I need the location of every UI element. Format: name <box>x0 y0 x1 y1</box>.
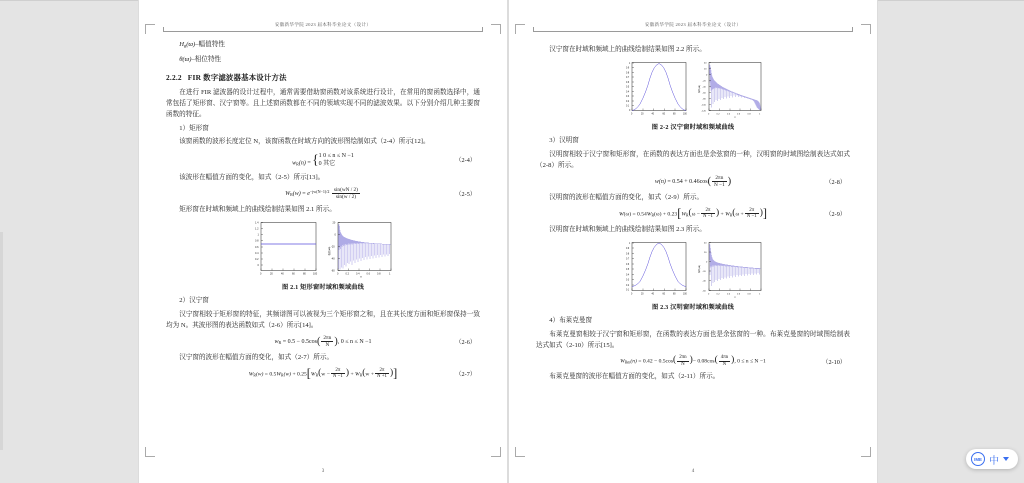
page-left[interactable] <box>139 0 507 483</box>
eq210-num1: 2πn <box>679 355 687 361</box>
figure-2-2-caption: 图 2-2 汉宁窗时域和频域曲线 <box>651 124 735 132</box>
svg-text:0.4: 0.4 <box>254 252 258 256</box>
svg-text:0: 0 <box>630 113 632 116</box>
eq29-t2-num: 2π <box>701 208 715 215</box>
svg-text:20: 20 <box>269 272 273 276</box>
svg-text:0: 0 <box>259 272 261 276</box>
svg-text:0.6: 0.6 <box>254 246 258 250</box>
eq27-t2-pre: w − <box>321 371 330 378</box>
eq28-coef: 0.54 + 0.46cos <box>672 179 708 186</box>
svg-text:-60: -60 <box>330 269 335 273</box>
section-number: 2.2.2 <box>166 72 182 82</box>
eq210-b: − 0.08cos <box>692 358 715 365</box>
list-item-hanning: 2）汉宁窗 <box>179 297 209 305</box>
svg-text:0.2: 0.2 <box>716 293 720 296</box>
svg-text:-20: -20 <box>702 271 706 274</box>
svg-text:-60: -60 <box>702 92 706 95</box>
svg-text:80: 80 <box>672 113 676 116</box>
svg-text:-20: -20 <box>330 245 335 249</box>
svg-text:0.9: 0.9 <box>625 248 629 251</box>
eq29-t3-num: 2π <box>745 208 759 215</box>
svg-text:100: 100 <box>312 272 317 276</box>
svg-text:0.2: 0.2 <box>625 101 629 104</box>
svg-text:0.9: 0.9 <box>625 67 629 70</box>
page-header-left: 安徽新华学院 2023 届本科毕业论文（设计） <box>274 22 372 27</box>
eq25-denominator: sin(w / 2) <box>335 194 357 201</box>
header-rule-left <box>163 31 483 32</box>
crop-mark-bottom-left <box>145 447 155 457</box>
svg-text:1: 1 <box>388 272 390 276</box>
equation-number-2-10: （2-10） <box>822 358 846 366</box>
svg-text:60: 60 <box>662 113 665 116</box>
svg-text:0.4: 0.4 <box>726 113 730 116</box>
right-paragraph-5: 布莱克曼窗相较于汉宁窗和矩形窗，在函数的表达方面也是余弦窗的一种。布莱克曼窗的时域图绘制表达式如式（2-10）所示[15]。 <box>536 330 850 349</box>
page-number-left: 3 <box>321 469 325 474</box>
svg-text:-80: -80 <box>702 98 706 101</box>
svg-text:60: 60 <box>291 272 295 276</box>
svg-text:0: 0 <box>334 233 336 237</box>
equation-number-2-7: （2-7） <box>455 371 476 379</box>
figure-2-1 <box>166 220 480 291</box>
svg-text:0.5: 0.5 <box>625 86 629 89</box>
eq27-t3-pre: w + <box>365 371 374 378</box>
equation-2-5: $W_R(w) = e^{-jw(N-1)/2}$ $\frac{\sin(wN / 2)}{\sin(w / 2)}$ （2-5） <box>285 186 476 201</box>
svg-text:0.7: 0.7 <box>625 77 629 80</box>
figure-2-2 <box>536 60 850 131</box>
eq210-num2: 4πn <box>720 355 729 361</box>
right-paragraph-6: 布莱克曼窗的波形在幅值方面的变化，如式（2-11）所示。 <box>549 373 720 381</box>
paragraph-3: 该波形在幅值方面的变化，如式（2-5）所示[13]。 <box>179 173 325 181</box>
svg-text:-20: -20 <box>702 80 706 83</box>
figure-2-2-frequency-domain-plot <box>698 60 764 118</box>
figure-2-1-time-domain-plot <box>253 220 319 278</box>
eq29-t3-pre: ω + <box>735 210 744 217</box>
svg-text:0.8: 0.8 <box>625 72 629 75</box>
svg-text:0.8: 0.8 <box>625 253 629 256</box>
figure-2-1-frequency-domain-plot <box>328 220 394 278</box>
svg-text:40: 40 <box>651 293 654 296</box>
equation-2-8: w(n) = 0.54 + 0.46cos( $\frac{2\pi n}{N -1}$ ) （2-8） <box>654 175 846 189</box>
svg-text:-100: -100 <box>701 104 706 107</box>
ime-mode-label[interactable]: 中 <box>989 455 999 467</box>
svg-text:80: 80 <box>672 293 676 296</box>
figure-2-1-caption: 图 2.1 矩形窗时域和频域曲线 <box>281 284 365 292</box>
eq27-c2: 0.25 <box>297 371 307 378</box>
svg-text:幅值(dB): 幅值(dB) <box>698 265 701 273</box>
eq210-den2: N <box>722 361 727 367</box>
svg-text:ω: ω <box>359 275 362 279</box>
eq26-numerator: 2πn <box>323 335 332 342</box>
eq27-t2-den: N −1 <box>332 374 343 380</box>
eq26-range: , 0 ≤ n ≤ N −1 <box>337 339 372 346</box>
svg-text:0.6: 0.6 <box>625 82 629 85</box>
symbol-desc-1: –幅值特性 <box>195 41 225 48</box>
equation-2-9: $W(\omega) = 0.54W_R(\omega) + 0.23[W_R(\omega$ − $\frac{2\pi}{N -1}$ ) + $W_R(\omega$ + $\frac{2\pi}{N -1}$ )] （2-9） <box>619 206 846 221</box>
figure-2-3 <box>536 240 850 311</box>
svg-text:0.2: 0.2 <box>625 285 629 288</box>
paragraph-2: 该窗函数的波形长度定位 N，该窗函数在时域方向的波形图绘制如式（2-4）所示[12]。 <box>179 138 430 146</box>
svg-text:80: 80 <box>302 272 306 276</box>
figure-2-3-time-domain-plot <box>623 240 689 298</box>
svg-text:0: 0 <box>705 261 707 264</box>
equation-number-2-9: （2-9） <box>825 211 846 219</box>
svg-text:0.4: 0.4 <box>625 91 629 94</box>
paragraph-6: 汉宁窗的波形在幅值方面的变化，如式（2-7）所示。 <box>179 354 334 362</box>
eq29-c2: 0.23 <box>667 210 678 217</box>
eq24-case-2: 0 其它 <box>318 160 336 167</box>
symbol-line-1: $H_g(ϖ)-$幅值特性 <box>179 41 225 48</box>
svg-text:0.1: 0.1 <box>625 105 629 108</box>
svg-text:1: 1 <box>758 293 760 296</box>
svg-text:0.6: 0.6 <box>736 113 740 116</box>
eq210-range: , 0 ≤ n ≤ N −1 <box>734 358 766 365</box>
right-paragraph-2: 汉明窗相较于汉宁窗和矩形窗，在函数的表达方面也是余弦窗的一种，汉明窗的时域图绘制表达式如式（2-8）所示。 <box>536 150 850 169</box>
svg-text:幅值(dB): 幅值(dB) <box>698 85 701 94</box>
section-heading <box>166 72 480 83</box>
paragraph-5: 汉宁窗相较于矩形窗的特征，其频谱图可以被视为三个矩形窗之和，且在其长度方面和矩形窗保持一致均为 N。其波形图的表达函数如式（2-6）所示[14]。 <box>166 310 480 330</box>
svg-text:0: 0 <box>630 293 632 296</box>
crop-mark-bottom-right <box>491 447 501 457</box>
equation-number-2-6: （2-6） <box>455 339 476 347</box>
svg-text:ω: ω <box>733 296 736 299</box>
svg-text:0.8: 0.8 <box>376 272 380 276</box>
ime-indicator[interactable] <box>966 449 1018 469</box>
crop-mark-top-right <box>491 24 501 34</box>
eq210-den1: N <box>681 361 685 367</box>
crop-mark-bottom-left-right-page <box>515 447 525 457</box>
svg-text:0: 0 <box>257 264 259 268</box>
svg-text:0.4: 0.4 <box>726 293 730 296</box>
svg-text:-40: -40 <box>330 257 335 261</box>
list-item-hamming: 3）汉明窗 <box>549 137 579 145</box>
svg-text:100: 100 <box>682 113 687 116</box>
svg-text:0.6: 0.6 <box>366 272 370 276</box>
svg-text:1: 1 <box>257 233 259 237</box>
paragraph-1: 在进行 FIR 滤波器的设计过程中，通常需要借助窗函数对该系统进行设计，在常用的窗函数选择中，通常包括了矩形窗、汉宁窗等。且上述窗函数都在不同的领域实现不同的滤波效果。以下分别介绍几种主要窗函数的特征。 <box>166 88 480 119</box>
eq29-t3-den: N −1 <box>746 214 757 220</box>
svg-text:0.4: 0.4 <box>625 274 629 277</box>
svg-text:20: 20 <box>703 68 706 71</box>
svg-text:1: 1 <box>628 243 630 246</box>
svg-text:ω: ω <box>733 116 736 119</box>
svg-text:0.1: 0.1 <box>625 289 629 292</box>
crop-mark-top-right-right-page <box>861 24 871 34</box>
list-item-rectangular: 1）矩形窗 <box>179 124 209 132</box>
ime-logo-icon: IME <box>971 452 985 466</box>
svg-text:0.6: 0.6 <box>736 293 740 296</box>
list-item-blackman: 4）布莱克曼窗 <box>549 317 593 325</box>
svg-text:100: 100 <box>682 293 687 296</box>
eq29-t2-den: N −1 <box>702 214 713 220</box>
equation-number-2-5: （2-5） <box>455 191 476 199</box>
svg-text:0.3: 0.3 <box>625 279 629 282</box>
svg-text:0.2: 0.2 <box>716 113 720 116</box>
eq27-c1: 0.5 <box>269 371 277 378</box>
equation-2-6: $w_R = 0.5 - 0.5\cos$( $\frac{2\pi n}{N}$ ), 0 ≤ n ≤ N −1 （2-6） <box>274 335 476 349</box>
equation-2-4: $w_R(n)$ = { 1 0 ≤ n ≤ N −1 0 其它 （2-4） <box>292 152 476 168</box>
svg-text:20: 20 <box>640 113 644 116</box>
svg-text:20: 20 <box>332 221 335 225</box>
eq25-numerator: sin(wN / 2) <box>333 186 358 193</box>
equation-number-2-8: （2-8） <box>825 179 846 187</box>
page-number-right: 4 <box>691 469 695 474</box>
paragraph-4: 矩形窗在时域和频域上的曲线绘制结果如图 2.1 所示。 <box>179 206 336 214</box>
svg-text:0.6: 0.6 <box>625 264 629 267</box>
right-paragraph-3: 汉明窗的波形在幅值方面的变化，如式（2-9）所示。 <box>549 194 704 202</box>
page-right[interactable] <box>509 0 877 483</box>
svg-text:0.4: 0.4 <box>355 272 359 276</box>
svg-text:-60: -60 <box>702 290 706 293</box>
crop-mark-top-left <box>145 24 155 34</box>
svg-text:0.8: 0.8 <box>254 239 258 243</box>
svg-text:0.5: 0.5 <box>625 269 629 272</box>
left-edge-marker <box>0 232 3 450</box>
svg-text:40: 40 <box>703 242 706 245</box>
svg-text:1.2: 1.2 <box>254 227 258 231</box>
svg-text:0.3: 0.3 <box>625 96 629 99</box>
right-paragraph-4: 汉明窗在时域和频域上的曲线绘制结果如图 2.3 所示。 <box>549 225 706 233</box>
svg-text:20: 20 <box>703 252 706 255</box>
eq27-t2-num: 2π <box>331 368 345 375</box>
equation-number-2-4: （2-4） <box>455 157 476 165</box>
svg-text:1: 1 <box>628 63 630 66</box>
svg-text:0: 0 <box>336 272 338 276</box>
symbol-desc-2: –相位特性 <box>191 55 222 63</box>
eq24-case-1: 1 0 ≤ n ≤ N −1 <box>318 152 354 159</box>
svg-text:0: 0 <box>707 113 709 116</box>
svg-text:60: 60 <box>662 293 665 296</box>
section-title: FIR 数字滤波器基本设计方法 <box>187 72 287 82</box>
svg-text:1.4: 1.4 <box>254 221 258 225</box>
eq210-a: 0.42 − 0.5cos <box>642 358 674 365</box>
svg-text:0: 0 <box>628 110 630 113</box>
eq28-denominator: N −1 <box>714 182 725 189</box>
eq29-t2-pre: ω − <box>691 210 700 217</box>
crop-mark-bottom-right-right-page <box>861 447 871 457</box>
svg-text:-40: -40 <box>702 86 706 89</box>
eq27-t3-den: N +1 <box>377 374 387 380</box>
svg-text:0.8: 0.8 <box>747 113 751 116</box>
svg-text:0.8: 0.8 <box>747 293 751 296</box>
eq27-t3-num: 2π <box>375 368 389 375</box>
svg-text:40: 40 <box>280 272 284 276</box>
header-rule-right <box>533 31 853 32</box>
svg-text:0.7: 0.7 <box>625 258 629 261</box>
svg-text:0: 0 <box>707 293 709 296</box>
svg-text:幅值(dB): 幅值(dB) <box>328 247 331 256</box>
svg-text:40: 40 <box>703 62 706 65</box>
chevron-down-icon[interactable] <box>1003 457 1009 461</box>
equation-2-7: $W_R(w) = 0.5W_R(w) + 0.25[W_R(w$ − $\frac{2\pi}{N -1}$ ) + $W_R(w$ + $\frac{2\pi}{N +1}$ )] （2-7） <box>248 366 476 381</box>
svg-text:-40: -40 <box>702 280 706 283</box>
figure-2-3-frequency-domain-plot <box>698 240 764 298</box>
figure-2-3-caption: 图 2.3 汉明窗时域和频域曲线 <box>651 304 735 312</box>
symbol-line-2: θ(ϖ)–相位特性 <box>179 55 222 63</box>
eq26-denominator: N <box>325 342 330 349</box>
crop-mark-top-left-right-page <box>515 24 525 34</box>
svg-text:1: 1 <box>758 113 760 116</box>
eq28-numerator: 2πn <box>712 175 727 182</box>
svg-text:20: 20 <box>640 293 644 296</box>
figure-2-2-time-domain-plot <box>623 60 689 118</box>
eq29-c1: 0.54 <box>637 210 647 217</box>
svg-text:40: 40 <box>651 113 654 116</box>
eq26-coef: 0.5 − 0.5cos <box>287 339 317 346</box>
right-paragraph-1: 汉宁窗在时域和频域上的曲线绘制结果如图 2.2 所示。 <box>549 46 706 53</box>
svg-text:-120: -120 <box>701 110 706 113</box>
page-container <box>139 0 877 483</box>
page-header-right: 安徽新华学院 2023 届本科毕业论文（设计） <box>644 22 742 27</box>
svg-text:0.2: 0.2 <box>345 272 349 276</box>
svg-text:0.2: 0.2 <box>254 258 258 262</box>
equation-2-10: $W_{Bm}(n) = 0.42 - 0.5\cos$( $\frac{2\pi n}{N}$ )− 0.08cos( $\frac{4\pi n}{N}$ ), 0 ≤ n ≤ N −1 （2-10） <box>620 355 846 367</box>
svg-text:0: 0 <box>705 74 707 77</box>
